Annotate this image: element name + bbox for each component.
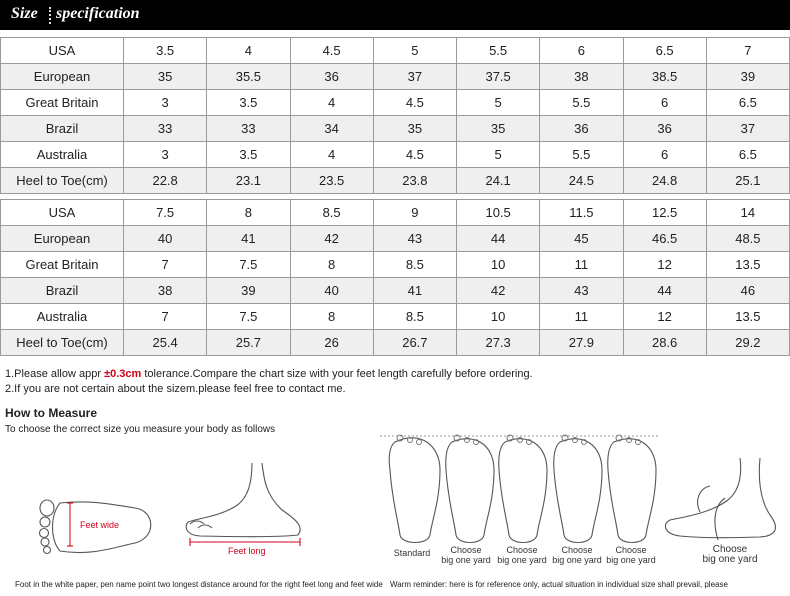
table-cell: 8 xyxy=(207,200,290,226)
foot-outline-5 xyxy=(608,439,656,543)
header-title-size: Size xyxy=(11,5,38,22)
caption-2: Choose big one yard xyxy=(441,545,491,565)
table-cell: 3.5 xyxy=(207,90,290,116)
table-cell: 38.5 xyxy=(623,64,706,90)
table-cell: 6.5 xyxy=(706,90,789,116)
feet-wide-label: Feet wide xyxy=(80,520,120,530)
foot-outline-standard xyxy=(389,438,440,543)
table-cell: 46.5 xyxy=(623,226,706,252)
table-cell: 25.4 xyxy=(124,330,207,356)
row-label: USA xyxy=(1,38,124,64)
table-cell: 45 xyxy=(540,226,623,252)
table-cell: 36 xyxy=(623,116,706,142)
table-cell: 44 xyxy=(457,226,540,252)
table-cell: 5 xyxy=(457,90,540,116)
table-cell: 10 xyxy=(457,304,540,330)
table-cell: 35.5 xyxy=(207,64,290,90)
table-cell: 11.5 xyxy=(540,200,623,226)
header-title-specification: specification xyxy=(56,5,140,22)
caption-5: Choose big one yard xyxy=(606,545,656,565)
table-cell: 12 xyxy=(623,252,706,278)
table-cell: 24.5 xyxy=(540,168,623,194)
row-label: Brazil xyxy=(1,116,124,142)
row-label: European xyxy=(1,64,124,90)
table-cell: 44 xyxy=(623,278,706,304)
table-cell: 35 xyxy=(124,64,207,90)
tolerance-value: ±0.3cm xyxy=(104,368,142,380)
table-cell: 5 xyxy=(457,142,540,168)
table-cell: 39 xyxy=(207,278,290,304)
table-cell: 14 xyxy=(706,200,789,226)
table-cell: 24.1 xyxy=(457,168,540,194)
table-cell: 25.7 xyxy=(207,330,290,356)
table-cell: 41 xyxy=(373,278,456,304)
table-cell: 7.5 xyxy=(207,252,290,278)
caption-standard: Standard xyxy=(393,548,431,558)
note-contact: 2.If you are not certain about the sizem.please feel free to contact me. xyxy=(5,383,346,395)
footnote-measure: Foot in the white paper, pen name point two longest distance around for the right feet long and feet wide xyxy=(15,580,383,589)
table-cell: 40 xyxy=(124,226,207,252)
table-cell: 12 xyxy=(623,304,706,330)
table-cell: 40 xyxy=(290,278,373,304)
table-cell: 7 xyxy=(124,304,207,330)
table-cell: 36 xyxy=(540,116,623,142)
table-cell: 25.1 xyxy=(706,168,789,194)
row-label: Heel to Toe(cm) xyxy=(1,168,124,194)
table-cell: 6.5 xyxy=(623,38,706,64)
table-cell: 33 xyxy=(124,116,207,142)
table-cell: 42 xyxy=(457,278,540,304)
foot-outline-3 xyxy=(499,439,547,543)
table-cell: 4.5 xyxy=(373,142,456,168)
table-cell: 4 xyxy=(207,38,290,64)
table-cell: 13.5 xyxy=(706,304,789,330)
table-cell: 7.5 xyxy=(124,200,207,226)
table-cell: 11 xyxy=(540,304,623,330)
table-cell: 48.5 xyxy=(706,226,789,252)
table-cell: 3 xyxy=(124,90,207,116)
table-cell: 5.5 xyxy=(540,142,623,168)
table-cell: 10 xyxy=(457,252,540,278)
table-cell: 35 xyxy=(457,116,540,142)
row-label: Great Britain xyxy=(1,90,124,116)
row-label: Australia xyxy=(1,142,124,168)
table-cell: 10.5 xyxy=(457,200,540,226)
table-cell: 23.5 xyxy=(290,168,373,194)
table-cell: 33 xyxy=(207,116,290,142)
table-cell: 38 xyxy=(124,278,207,304)
table-cell: 7.5 xyxy=(207,304,290,330)
table-cell: 6 xyxy=(623,90,706,116)
side-foot-icon xyxy=(186,463,300,537)
table-cell: 4 xyxy=(290,142,373,168)
table-cell: 41 xyxy=(207,226,290,252)
table-cell: 13.5 xyxy=(706,252,789,278)
table-cell: 24.8 xyxy=(623,168,706,194)
table-cell: 3.5 xyxy=(207,142,290,168)
table-cell: 6 xyxy=(623,142,706,168)
how-to-measure-title: How to Measure xyxy=(5,406,98,420)
table-cell: 6.5 xyxy=(706,142,789,168)
row-label: European xyxy=(1,226,124,252)
table-cell: 43 xyxy=(540,278,623,304)
table-cell: 37 xyxy=(373,64,456,90)
table-cell: 27.3 xyxy=(457,330,540,356)
table-cell: 46 xyxy=(706,278,789,304)
table-cell: 26 xyxy=(290,330,373,356)
row-label: USA xyxy=(1,200,124,226)
footnote-reminder: Warm reminder: here is for reference only, actual situation in individual size shall prevail, please xyxy=(390,580,728,589)
note1-after: tolerance.Compare the chart size with your feet length carefully before ordering. xyxy=(144,368,533,380)
table-cell: 5.5 xyxy=(540,90,623,116)
table-cell: 38 xyxy=(540,64,623,90)
how-to-measure-subtitle: To choose the correct size you measure your body as follows xyxy=(5,424,276,435)
table-cell: 8.5 xyxy=(290,200,373,226)
foot-outline-4 xyxy=(554,439,602,543)
table-cell: 4.5 xyxy=(373,90,456,116)
table-cell: 3.5 xyxy=(124,38,207,64)
foot-outline-2 xyxy=(446,439,494,543)
caption-side: Choose big one yard xyxy=(702,544,758,565)
table-cell: 8.5 xyxy=(373,252,456,278)
table-cell: 23.1 xyxy=(207,168,290,194)
side-foot-tape-icon xyxy=(665,458,775,540)
row-label: Heel to Toe(cm) xyxy=(1,330,124,356)
table-cell: 6 xyxy=(540,38,623,64)
table-cell: 8 xyxy=(290,304,373,330)
feet-long-label: Feet long xyxy=(228,546,266,556)
table-cell: 37 xyxy=(706,116,789,142)
table-cell: 11 xyxy=(540,252,623,278)
table-cell: 3 xyxy=(124,142,207,168)
table-cell: 4 xyxy=(290,90,373,116)
table-cell: 8 xyxy=(290,252,373,278)
table-cell: 23.8 xyxy=(373,168,456,194)
table-cell: 28.6 xyxy=(623,330,706,356)
caption-4: Choose big one yard xyxy=(552,545,602,565)
table-cell: 29.2 xyxy=(706,330,789,356)
table-cell: 9 xyxy=(373,200,456,226)
table-cell: 27.9 xyxy=(540,330,623,356)
row-label: Brazil xyxy=(1,278,124,304)
table-cell: 22.8 xyxy=(124,168,207,194)
table-cell: 7 xyxy=(706,38,789,64)
row-label: Australia xyxy=(1,304,124,330)
table-cell: 39 xyxy=(706,64,789,90)
table-cell: 36 xyxy=(290,64,373,90)
table-cell: 42 xyxy=(290,226,373,252)
caption-3: Choose big one yard xyxy=(497,545,547,565)
table-cell: 12.5 xyxy=(623,200,706,226)
table-cell: 7 xyxy=(124,252,207,278)
table-cell: 26.7 xyxy=(373,330,456,356)
table-cell: 35 xyxy=(373,116,456,142)
table-cell: 37.5 xyxy=(457,64,540,90)
table-cell: 5.5 xyxy=(457,38,540,64)
row-label: Great Britain xyxy=(1,252,124,278)
note1-before: 1.Please allow appr xyxy=(5,368,102,380)
table-cell: 43 xyxy=(373,226,456,252)
table-cell: 4.5 xyxy=(290,38,373,64)
table-cell: 34 xyxy=(290,116,373,142)
table-cell: 8.5 xyxy=(373,304,456,330)
table-cell: 5 xyxy=(373,38,456,64)
